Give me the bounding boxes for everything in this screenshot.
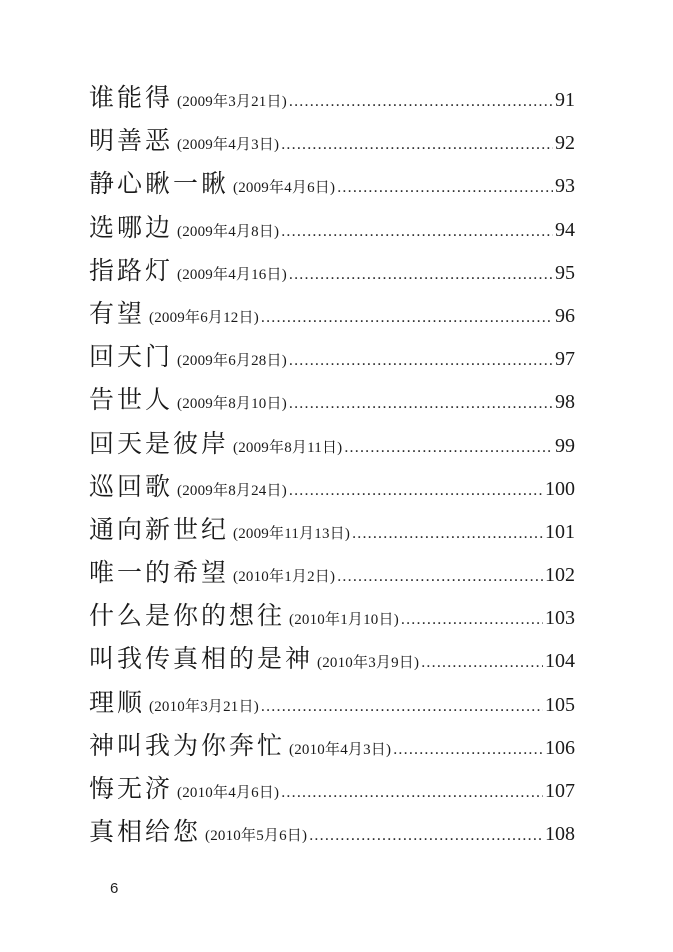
toc-entry-title: 指路灯	[89, 255, 174, 285]
toc-entry-date: (2010年1月2日)	[233, 569, 336, 586]
toc-entry-date: (2009年8月10日)	[177, 396, 287, 413]
toc-entry	[89, 553, 575, 596]
toc-entry-page: 94	[555, 218, 575, 241]
toc-entry-date: (2009年4月8日)	[177, 223, 280, 240]
toc-entry-page: 106	[545, 736, 575, 759]
toc-entry-date: (2010年3月21日)	[149, 698, 259, 715]
toc-entry-title: 告世人	[89, 385, 174, 415]
dot-leader	[289, 266, 553, 284]
toc-entry-page: 98	[555, 391, 575, 414]
dot-leader	[421, 654, 543, 672]
toc-entry-page: 104	[545, 650, 575, 673]
toc-entry-title: 回天是彼岸	[89, 428, 230, 458]
toc-entry-title: 通向新世纪	[89, 514, 230, 544]
toc-entry-date: (2009年8月11日)	[233, 439, 343, 456]
toc-entry	[89, 683, 575, 726]
toc-entry-title: 理顺	[89, 687, 146, 717]
toc-entry-page: 102	[545, 564, 575, 587]
toc-entry	[89, 769, 575, 812]
toc-entry-date: (2010年5月6日)	[205, 828, 308, 845]
dot-leader	[289, 482, 543, 500]
toc-entry-date: (2010年1月10日)	[289, 612, 399, 629]
toc-entry	[89, 424, 575, 467]
toc-entry-page: 101	[545, 520, 575, 543]
toc-entry-date: (2009年4月6日)	[233, 180, 336, 197]
dot-leader	[261, 309, 553, 327]
toc-entry-date: (2009年8月24日)	[177, 482, 287, 499]
toc-entry-title: 巡回歌	[89, 471, 174, 501]
toc-entry-date: (2009年6月28日)	[177, 353, 287, 370]
dot-leader	[309, 827, 543, 845]
toc-entry	[89, 337, 575, 380]
toc-entry-page: 95	[555, 261, 575, 284]
toc-entry	[89, 294, 575, 337]
toc-entry-title: 静心瞅一瞅	[89, 169, 230, 199]
toc-entry-title: 选哪边	[89, 212, 174, 242]
toc-entry	[89, 208, 575, 251]
toc-entry	[89, 78, 575, 121]
dot-leader	[281, 223, 553, 241]
toc-entry-page: 93	[555, 175, 575, 198]
toc-entry	[89, 251, 575, 294]
dot-leader	[289, 93, 553, 111]
dot-leader	[337, 179, 553, 197]
toc-entry-page: 99	[555, 434, 575, 457]
toc-entry	[89, 596, 575, 639]
toc-entry-page: 100	[545, 477, 575, 500]
toc-entry-title: 什么是你的想往	[89, 601, 286, 631]
dot-leader	[289, 395, 553, 413]
toc-entry	[89, 639, 575, 682]
toc-entry	[89, 164, 575, 207]
toc-entry-date: (2010年3月9日)	[317, 655, 420, 672]
dot-leader	[393, 741, 543, 759]
toc-entry-date: (2009年4月16日)	[177, 266, 287, 283]
page-number: 6	[110, 880, 119, 897]
toc-entry-title: 悔无济	[89, 774, 174, 803]
toc-entry-date: (2009年11月13日)	[233, 525, 351, 542]
dot-leader	[281, 136, 553, 154]
toc-entry-page: 97	[555, 348, 575, 371]
dot-leader	[261, 698, 543, 716]
dot-leader	[289, 352, 553, 370]
dot-leader	[281, 784, 543, 802]
toc-entry-page: 107	[545, 780, 575, 802]
toc-entry-page: 96	[555, 304, 575, 327]
toc-entry	[89, 510, 575, 553]
toc-entry-date: (2009年6月12日)	[149, 309, 259, 326]
toc-entry-date: (2010年4月3日)	[289, 741, 392, 758]
toc-entry-page: 92	[555, 132, 575, 155]
toc-entry-title: 明善恶	[89, 126, 174, 156]
toc-entry-title: 唯一的希望	[89, 558, 230, 588]
toc-entry	[89, 467, 575, 510]
toc-entry	[89, 812, 575, 855]
dot-leader	[344, 439, 553, 457]
table-of-contents	[89, 78, 575, 855]
toc-entry-date: (2010年4月6日)	[177, 785, 280, 801]
toc-entry-title: 回天门	[89, 342, 174, 372]
toc-entry-title: 神叫我为你奔忙	[89, 730, 286, 760]
toc-entry-title: 有望	[89, 298, 146, 328]
toc-entry-title: 真相给您	[89, 817, 202, 847]
toc-entry-date: (2009年4月3日)	[177, 137, 280, 154]
toc-entry-title: 叫我传真相的是神	[89, 644, 314, 674]
toc-entry-page: 105	[545, 693, 575, 716]
toc-entry-title: 谁能得	[89, 83, 174, 112]
toc-entry	[89, 726, 575, 769]
toc-entry-page: 91	[555, 89, 575, 111]
toc-entry	[89, 380, 575, 423]
dot-leader	[401, 611, 543, 629]
toc-entry-page: 108	[545, 823, 575, 846]
toc-entry-date: (2009年3月21日)	[177, 94, 287, 110]
toc-entry-page: 103	[545, 607, 575, 630]
dot-leader	[352, 525, 543, 543]
toc-entry	[89, 121, 575, 164]
dot-leader	[337, 568, 543, 586]
